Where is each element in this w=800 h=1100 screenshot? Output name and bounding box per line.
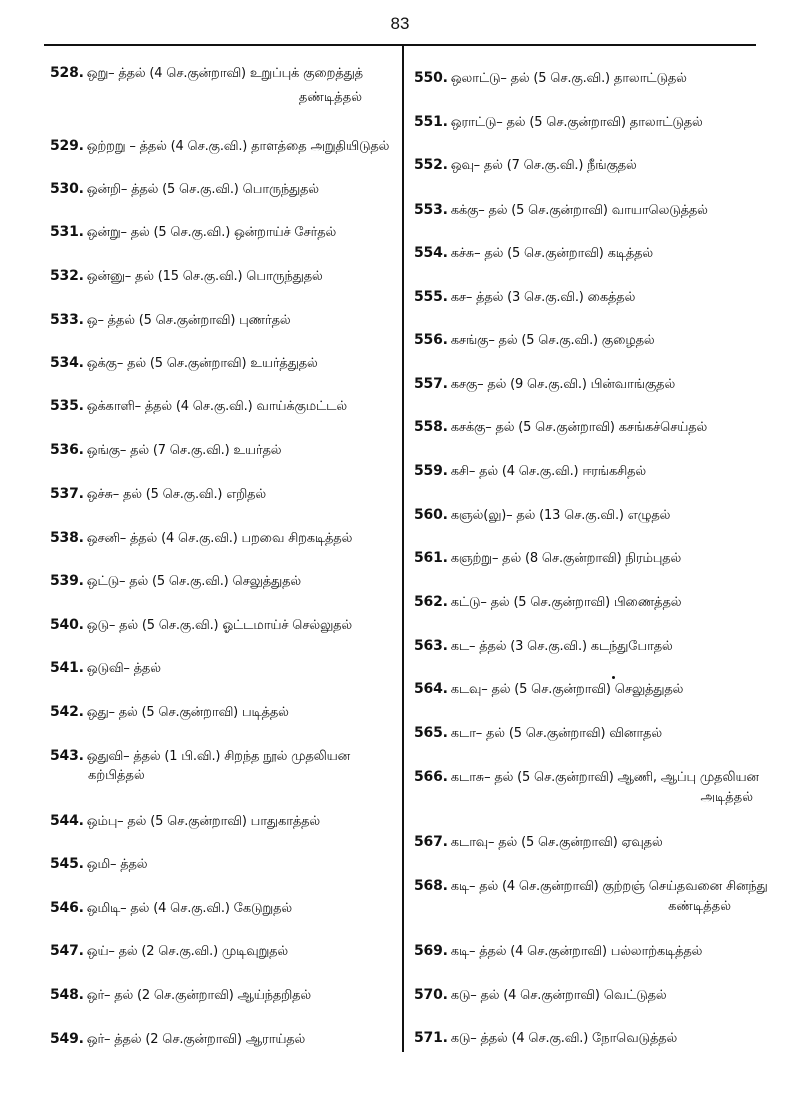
entry-text: ஒ– த்தல் (5 செ.குன்றாவி) புணர்தல் [86, 313, 291, 328]
entry-number: 545. [50, 856, 84, 872]
entry-546 [50, 900, 390, 917]
entry-545 [50, 856, 390, 873]
entry-text: கசங்கு– தல் (5 செ.கு.வி.) குழைதல் [450, 333, 655, 348]
entry-570 [414, 987, 754, 1004]
entry-548 [50, 987, 390, 1004]
entry-550 [414, 70, 754, 87]
top-rule [44, 44, 756, 46]
entry-534 [50, 355, 390, 372]
entry-561 [414, 550, 754, 567]
entry-text: கடாவு– தல் (5 செ.குன்றாவி) ஏவுதல் [450, 835, 663, 850]
entry-532 [50, 268, 390, 285]
entry-number: 532. [50, 268, 84, 284]
entry-text: கஞற்று– தல் (8 செ.குன்றாவி) நிரம்புதல் [450, 551, 682, 566]
entry-566-continuation: அடித்தல் [700, 790, 753, 805]
entry-text: ஒன்னு– தல் (15 செ.கு.வி.) பொருந்துதல் [86, 269, 323, 284]
entry-number: 539. [50, 573, 84, 589]
entry-549 [50, 1031, 390, 1048]
entry-number: 564. [414, 681, 448, 697]
entry-number: 554. [414, 245, 448, 261]
entry-530 [50, 181, 390, 198]
entry-text: கடவு– தல் (5 செ.குன்றாவி) செலுத்துதல் [450, 682, 684, 697]
entry-text: ஒடுவி– த்தல் [86, 661, 161, 676]
entry-number: 541. [50, 660, 84, 676]
entry-text: ஒன்று– தல் (5 செ.கு.வி.) ஒன்றாய்ச் சேர்தல் [86, 225, 337, 240]
entry-number: 531. [50, 224, 84, 240]
entry-535 [50, 398, 390, 415]
entry-560 [414, 507, 754, 524]
entry-text: ஒமி– த்தல் [86, 857, 148, 872]
entry-number: 529. [50, 138, 84, 154]
entry-text: ஒராட்டு– தல் (5 செ.குன்றாவி) தாலாட்டுதல் [450, 115, 703, 130]
entry-text: ஒது– தல் (5 செ.குன்றாவி) படித்தல் [86, 705, 289, 720]
entry-text: கடா– தல் (5 செ.குன்றாவி) வினாதல் [450, 726, 662, 741]
entry-number: 536. [50, 442, 84, 458]
entry-text: ஒடு– தல் (5 செ.கு.வி.) ஓட்டமாய்ச் செல்லுதல் [86, 618, 353, 633]
entry-568-continuation: கண்டித்தல் [668, 899, 731, 914]
entry-number: 535. [50, 398, 84, 414]
entry-number: 542. [50, 704, 84, 720]
entry-text: கட– த்தல் (3 செ.கு.வி.) கடந்துபோதல் [450, 639, 673, 654]
entry-number: 548. [50, 987, 84, 1003]
entry-562 [414, 594, 754, 611]
entry-564 [414, 681, 754, 698]
entry-number: 550. [414, 70, 448, 86]
entry-565 [414, 725, 754, 742]
entry-555 [414, 289, 754, 306]
entry-541 [50, 660, 390, 677]
entry-text: ஒய்– தல் (2 செ.கு.வி.) முடிவுறுதல் [86, 944, 289, 959]
stray-print-mark [612, 676, 615, 679]
entry-text: கசக்கு– தல் (5 செ.குன்றாவி) கசங்கச்செய்தல் [450, 420, 708, 435]
entry-number: 571. [414, 1030, 448, 1046]
entry-text: கடு– தல் (4 செ.குன்றாவி) வெட்டுதல் [450, 988, 667, 1003]
entry-537 [50, 486, 390, 503]
entry-539 [50, 573, 390, 590]
entry-number: 543. [50, 748, 84, 764]
entry-number: 561. [414, 550, 448, 566]
entry-number: 544. [50, 813, 84, 829]
entry-number: 537. [50, 486, 84, 502]
entry-text: ஒம்பு– தல் (5 செ.குன்றாவி) பாதுகாத்தல் [86, 814, 321, 829]
entry-number: 538. [50, 530, 84, 546]
entry-533 [50, 312, 390, 329]
entry-text: ஒர்– தல் (2 செ.குன்றாவி) ஆய்ந்தறிதல் [86, 988, 311, 1003]
entry-number: 560. [414, 507, 448, 523]
entry-text: ஒறு– த்தல் (4 செ.குன்றாவி) உறுப்புக் குறைத்துத் [86, 66, 363, 81]
entry-text: கடு– த்தல் (4 செ.கு.வி.) நோவெடுத்தல் [450, 1031, 678, 1046]
entry-number: 556. [414, 332, 448, 348]
entry-number: 558. [414, 419, 448, 435]
entry-text: ஒவு– தல் (7 செ.கு.வி.) நீங்குதல் [450, 158, 637, 173]
entry-number: 553. [414, 202, 448, 218]
entry-number: 540. [50, 617, 84, 633]
entry-number: 534. [50, 355, 84, 371]
entry-text: கஞல்(லு)– தல் (13 செ.கு.வி.) எழுதல் [450, 508, 671, 523]
entry-text: ஒங்கு– தல் (7 செ.கு.வி.) உயர்தல் [86, 443, 282, 458]
entry-number: 557. [414, 376, 448, 392]
entry-number: 546. [50, 900, 84, 916]
entry-number: 563. [414, 638, 448, 654]
entry-543 [50, 748, 390, 765]
entry-543-continuation: கற்பித்தல் [88, 768, 145, 783]
entry-text: கசி– தல் (4 செ.கு.வி.) ஈரங்கசிதல் [450, 464, 646, 479]
entry-text: ஒமிடி– தல் (4 செ.கு.வி.) கேடுறுதல் [86, 901, 292, 916]
entry-text: கக்கு– தல் (5 செ.குன்றாவி) வாயாலெடுத்தல் [450, 203, 708, 218]
entry-number: 559. [414, 463, 448, 479]
column-divider [402, 46, 404, 1052]
entry-556 [414, 332, 754, 349]
entry-text: ஒசனி– த்தல் (4 செ.கு.வி.) பறவை சிறகடித்தல் [86, 531, 353, 546]
entry-number: 570. [414, 987, 448, 1003]
entry-557 [414, 376, 754, 393]
entry-567 [414, 834, 754, 851]
entry-number: 530. [50, 181, 84, 197]
entry-538 [50, 530, 390, 547]
entry-number: 562. [414, 594, 448, 610]
entry-text: ஒர்– த்தல் (2 செ.குன்றாவி) ஆராய்தல் [86, 1032, 306, 1047]
entry-569 [414, 943, 754, 960]
entry-number: 551. [414, 114, 448, 130]
entry-558 [414, 419, 754, 436]
entry-number: 533. [50, 312, 84, 328]
entry-text: ஒச்சு– தல் (5 செ.கு.வி.) எறிதல் [86, 487, 266, 502]
entry-text: ஒட்டு– தல் (5 செ.கு.வி.) செலுத்துதல் [86, 574, 301, 589]
entry-554 [414, 245, 754, 262]
entry-text: ஒன்றி– த்தல் (5 செ.கு.வி.) பொருந்துதல் [86, 182, 319, 197]
entry-551 [414, 114, 754, 131]
entry-540 [50, 617, 390, 634]
entry-number: 555. [414, 289, 448, 305]
entry-531 [50, 224, 390, 241]
entry-553 [414, 202, 754, 219]
entry-number: 547. [50, 943, 84, 959]
entry-547 [50, 943, 390, 960]
entry-568 [414, 878, 768, 895]
entry-number: 549. [50, 1031, 84, 1047]
entry-563 [414, 638, 754, 655]
entry-text: கச– த்தல் (3 செ.கு.வி.) கைத்தல் [450, 290, 636, 305]
entry-542 [50, 704, 390, 721]
entry-571 [414, 1030, 754, 1047]
entry-528-continuation: தண்டித்தல் [298, 90, 362, 105]
entry-text: கடி– தல் (4 செ.குன்றாவி) குற்றஞ் செய்தவனை சினந்து [450, 879, 768, 894]
page-number: 83 [390, 14, 410, 33]
entry-number: 565. [414, 725, 448, 741]
entry-number: 567. [414, 834, 448, 850]
entry-text: ஒதுவி– த்தல் (1 பி.வி.) சிறந்த நூல் முதலியன [86, 749, 351, 764]
entry-text: கச்சு– தல் (5 செ.குன்றாவி) கடித்தல் [450, 246, 653, 261]
entry-text: கடி– த்தல் (4 செ.குன்றாவி) பல்லாற்கடித்தல் [450, 944, 703, 959]
entry-536 [50, 442, 390, 459]
entry-text: ஒக்கு– தல் (5 செ.குன்றாவி) உயர்த்துதல் [86, 356, 318, 371]
entry-text: கடாசு– தல் (5 செ.குன்றாவி) ஆணி, ஆப்பு முதலியன [450, 770, 759, 785]
entry-number: 552. [414, 157, 448, 173]
entry-text: ஒற்றறு – த்தல் (4 செ.கு.வி.) தாளத்தை அறுதியிடுதல் [86, 139, 390, 154]
entry-text: கசகு– தல் (9 செ.கு.வி.) பின்வாங்குதல் [450, 377, 676, 392]
entry-number: 566. [414, 769, 448, 785]
entry-text: ஒக்காளி– த்தல் (4 செ.கு.வி.) வாய்க்குமட்டல் [86, 399, 347, 414]
entry-number: 568. [414, 878, 448, 894]
entry-544 [50, 813, 390, 830]
entry-566 [414, 769, 759, 786]
entry-529 [50, 138, 390, 155]
entry-text: கட்டு– தல் (5 செ.குன்றாவி) பிணைத்தல் [450, 595, 682, 610]
entry-number: 528. [50, 65, 84, 81]
entry-number: 569. [414, 943, 448, 959]
entry-text: ஒலாட்டு– தல் (5 செ.கு.வி.) தாலாட்டுதல் [450, 71, 687, 86]
entry-552 [414, 157, 754, 174]
entry-528 [50, 65, 390, 82]
entry-559 [414, 463, 754, 480]
